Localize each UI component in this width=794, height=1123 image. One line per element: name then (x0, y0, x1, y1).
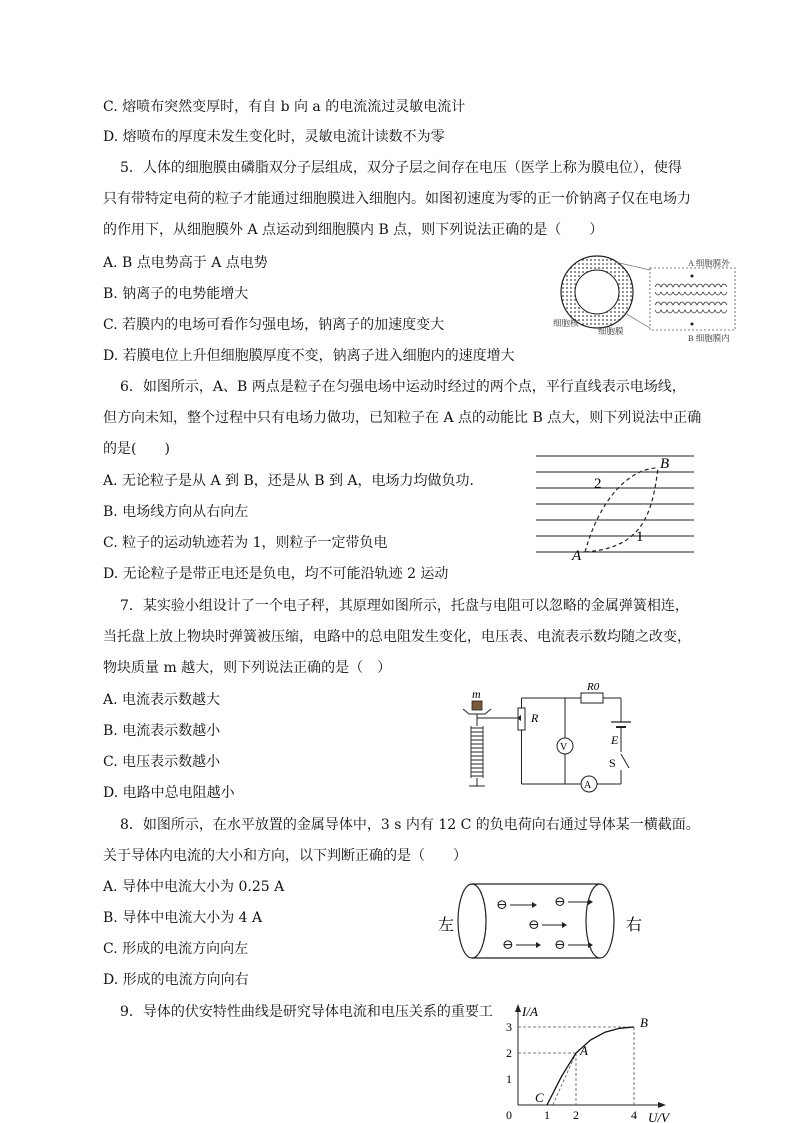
resistor-r0-label: R0 (587, 681, 600, 693)
scale-circuit-figure (455, 681, 655, 800)
x-axis-label: U/V (648, 1110, 669, 1123)
q7-stem-2: 当托盘上放上物块时弹簧被压缩，电路中的总电阻发生变化，电压表、电流表示数均随之改变， (103, 629, 691, 645)
q6-option-a: A. 无论粒子是从 A 到 B，还是从 B 到 A，电场力均做负功． (103, 473, 484, 489)
cell-interior (575, 270, 619, 314)
voltmeter-label: V (560, 742, 568, 753)
point-a-label: A (572, 548, 582, 564)
right-label: 右 (626, 917, 643, 934)
x-tick-label-4: 4 (631, 1108, 637, 1122)
cell-membrane-figure (545, 250, 740, 345)
x-tick-label-2: 2 (573, 1108, 579, 1122)
label-nucleus: 细胞核 (553, 318, 579, 328)
q7-option-a: A. 电流表示数越大 (103, 692, 221, 708)
iu-characteristic-chart (490, 1000, 690, 1123)
q7-stem-3: 物块质量 m 越大，则下列说法正确的是（ ） (103, 660, 392, 676)
point-b-dot (691, 323, 694, 326)
q7-stem-1: 7．某实验小组设计了一个电子秤，其原理如图所示，托盘与电阻可以忽略的金属弹簧相连， (120, 598, 689, 614)
charge-1: ⊖ (496, 898, 508, 913)
resistor-r0 (581, 693, 603, 703)
x-tick-label-1: 1 (544, 1108, 550, 1122)
y-tick-label-3: 3 (506, 1020, 512, 1034)
q6-stem-3: 的是( ) (103, 441, 170, 457)
switch-label: S (609, 756, 616, 770)
q7-option-d: D. 电路中总电阻越小 (103, 785, 235, 801)
y-tick-label-2: 2 (506, 1046, 512, 1060)
y-axis-label: I/A (522, 1004, 538, 1019)
q6-stem-1: 6．如图所示，A、B 两点是粒子在匀强电场中运动时经过的两个点，平行直线表示电场线， (120, 379, 686, 395)
charge-3: ⊖ (528, 918, 540, 933)
q8-option-c: C. 形成的电流方向向左 (103, 941, 249, 957)
x-tick-label-0: 0 (506, 1108, 512, 1122)
left-label: 左 (438, 917, 455, 934)
q6-stem-2: 但方向未知，整个过程中只有电场力做功，已知粒子在 A 点的动能比 B 点大，则下列说法中正确 (103, 410, 702, 426)
q5-option-a: A. B 点电势高于 A 点电势 (103, 255, 268, 271)
q5-option-c: C. 若膜内的电场可看作匀强电场，钠离子的加速度变大 (103, 317, 445, 333)
q8-stem-2: 关于导体内电流的大小和方向，以下判断正确的是（ ） (103, 848, 467, 864)
resistor-r-label: R (531, 711, 539, 725)
q8-option-a: A. 导体中电流大小为 0.25 A (103, 879, 285, 895)
label-inner-membrane: B 细胞膜内 (688, 333, 730, 343)
q7-option-c: C. 电压表示数越小 (103, 754, 221, 770)
q6-option-c: C. 粒子的运动轨迹若为 1，则粒子一定带负电 (103, 535, 388, 551)
point-label-C: C (535, 1090, 544, 1105)
charges (496, 895, 593, 953)
mass-label: m (472, 687, 481, 701)
q9-stem-1: 9．导体的伏安特性曲线是研究导体电流和电压关系的重要工 (120, 1004, 493, 1020)
q7-option-b: B. 电流表示数越小 (103, 723, 221, 739)
q5-stem-2: 只有带特定电荷的粒子才能通过细胞膜进入细胞内。如图初速度为零的正一价钠离子仅在电场力 (103, 191, 691, 207)
charge-5: ⊖ (554, 938, 566, 953)
switch-blade (621, 754, 629, 768)
field-lines-figure (530, 448, 700, 566)
point-b-label: B (660, 456, 670, 472)
label-membrane: 细胞膜 (598, 326, 624, 336)
point-label-A: A (580, 1043, 588, 1058)
q8-option-b: B. 导体中电流大小为 4 A (103, 910, 263, 926)
mass-block (472, 701, 482, 710)
q6-option-d: D. 无论粒子是带正电还是负电，均不可能沿轨迹 2 运动 (103, 566, 449, 582)
charge-2: ⊖ (554, 895, 566, 910)
spring (471, 726, 483, 778)
cylinder-left-dashed (472, 884, 486, 958)
field-lines (536, 456, 694, 552)
point-a-dot (691, 275, 694, 278)
point-label-B: B (640, 1015, 648, 1030)
q5-option-b: B. 钠离子的电势能增大 (103, 286, 249, 302)
iu-curve (547, 1027, 634, 1105)
charge-4: ⊖ (502, 938, 514, 953)
guide-oa (553, 1053, 576, 1105)
q5-stem-3: 的作用下，从细胞膜外 A 点运动到细胞膜内 B 点，则下列说法正确的是（ ） (103, 222, 604, 238)
zoom-line-bottom (623, 312, 650, 328)
q5-stem-1: 5．人体的细胞膜由磷脂双分子层组成，双分子层之间存在电压（医学上称为膜电位），使得 (120, 160, 682, 176)
x-axis-arrow (658, 1102, 666, 1108)
q6-option-b: B. 电场线方向从右向左 (103, 504, 249, 520)
y-axis-arrow (515, 1004, 521, 1012)
q4-option-c: C. 熔喷布突然变厚时，有自 b 向 a 的电流流过灵敏电流计 (103, 99, 466, 115)
conductor-figure (436, 876, 656, 966)
ammeter-label: A (584, 780, 592, 791)
emf-label: E (611, 733, 619, 747)
cylinder-right-end (586, 884, 614, 958)
y-tick-label-1: 1 (506, 1072, 512, 1086)
trajectory-1-label: 1 (636, 529, 644, 545)
label-outer-membrane: A 细胞膜外 (688, 258, 730, 268)
q8-stem-1: 8．如图所示，在水平放置的金属导体中，3 s 内有 12 C 的负电荷向右通过导体某一横截面。 (120, 817, 700, 833)
q5-option-d: D. 若膜电位上升但细胞膜厚度不变，钠离子进入细胞内的速度增大 (103, 348, 515, 364)
trajectory-2-label: 2 (594, 476, 602, 492)
q4-option-d: D. 熔喷布的厚度未发生变化时，灵敏电流计读数不为零 (103, 129, 445, 145)
q8-option-d: D. 形成的电流方向向右 (103, 972, 249, 988)
